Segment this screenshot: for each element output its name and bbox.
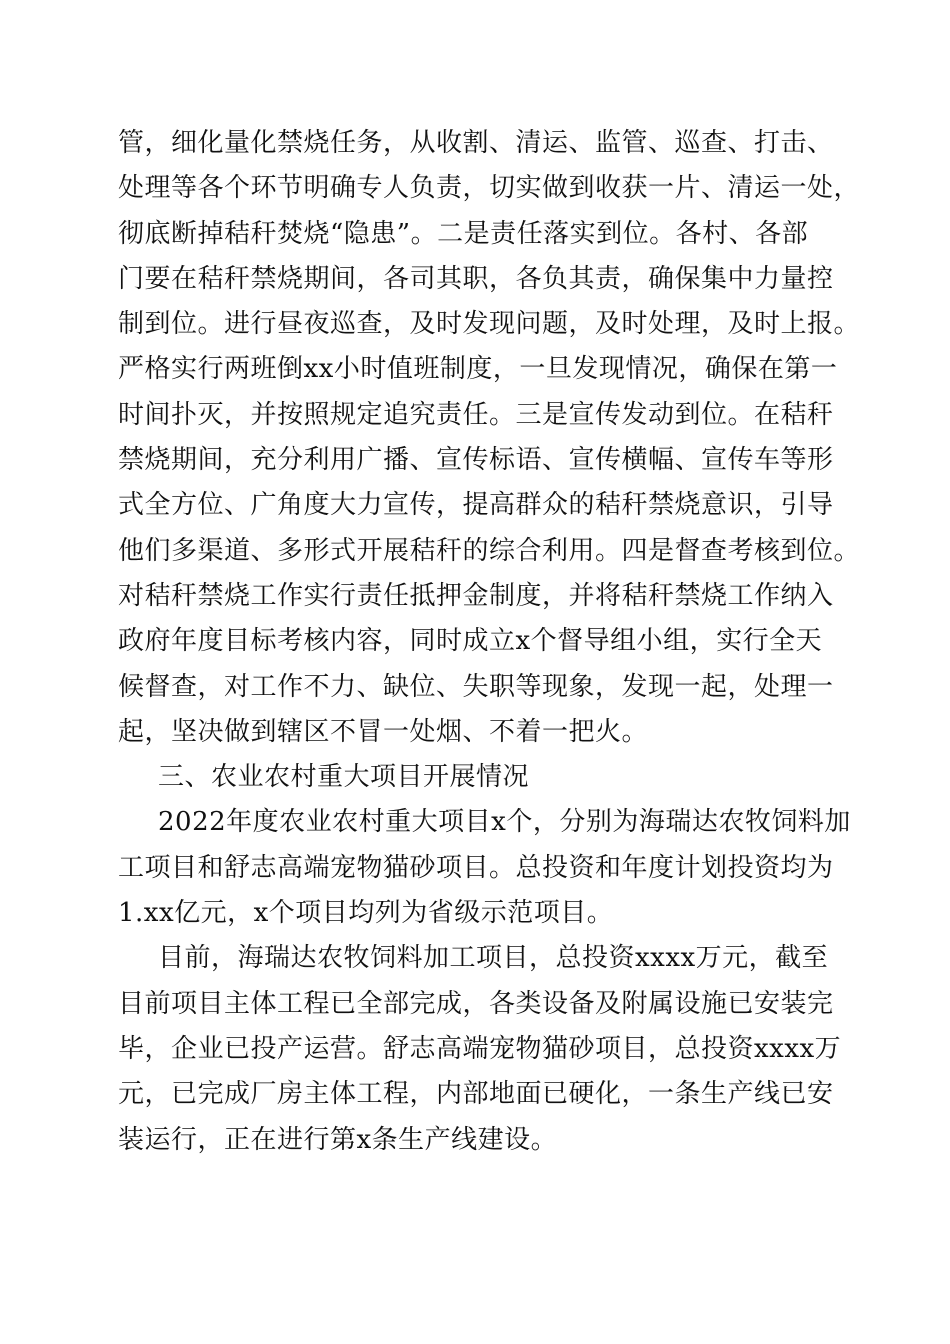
text-line: 管，细化量化禁烧任务，从收割、清运、监管、巡查、打击、 — [118, 128, 834, 158]
text-line: 目前项目主体工程已全部完成，各类设备及附属设施已安装完 — [118, 988, 834, 1019]
text-line: 对秸秆禁烧工作实行责任抵押金制度，并将秸秆禁烧工作纳入 — [118, 580, 834, 611]
document-body — [118, 121, 861, 1163]
text-line: 式全方位、广角度大力宣传，提高群众的秸秆禁烧意识，引导 — [118, 490, 834, 521]
text-line: 门要在秸秆禁烧期间，各司其职，各负其责，确保集中力量控 — [118, 263, 834, 294]
paragraph-major-projects — [118, 800, 851, 936]
text-line: 彻底断掉秸秆焚烧“隐患”。二是责任落实到位。各村、各部 — [118, 218, 809, 249]
text-line: 禁烧期间，充分利用广播、宣传标语、宣传横幅、宣传车等形 — [118, 445, 834, 476]
text-line: 目前，海瑞达农牧饲料加工项目，总投资xxxx万元，截至 — [158, 943, 829, 974]
text-line: 时间扑灭，并按照规定追究责任。三是宣传发动到位。在秸秆 — [118, 399, 834, 430]
section-heading: 三、农业农村重大项目开展情况 — [158, 762, 530, 793]
text-line: 制到位。进行昼夜巡查，及时发现问题，及时处理，及时上报。 — [118, 309, 861, 340]
text-line: 候督查，对工作不力、缺位、失职等现象，发现一起，处理一 — [118, 671, 834, 702]
paragraph-straw-burning — [118, 121, 861, 755]
text-line: 2022年度农业农村重大项目x个，分别为海瑞达农牧饲料加 — [158, 807, 851, 838]
text-line: 元，已完成厂房主体工程，内部地面已硬化，一条生产线已安 — [118, 1079, 834, 1110]
text-line: 装运行，正在进行第x条生产线建设。 — [118, 1124, 558, 1155]
text-line: 政府年度目标考核内容，同时成立x个督导组小组，实行全天 — [118, 626, 823, 657]
text-line: 起，坚决做到辖区不冒一处烟、不着一把火。 — [118, 716, 649, 747]
text-line: 严格实行两班倒xx小时值班制度，一旦发现情况，确保在第一 — [118, 354, 838, 385]
text-line: 1.xx亿元，x个项目均列为省级示范项目。 — [118, 898, 614, 929]
paragraph-project-progress — [118, 936, 842, 1162]
text-line: 工项目和舒志高端宠物猫砂项目。总投资和年度计划投资均为 — [118, 852, 834, 883]
text-line: 他们多渠道、多形式开展秸秆的综合利用。四是督查考核到位。 — [118, 535, 861, 566]
text-line: 处理等各个环节明确专人负责，切实做到收获一片、清运一处， — [118, 173, 861, 204]
text-line: 毕，企业已投产运营。舒志高端宠物猫砂项目，总投资xxxx万 — [118, 1033, 842, 1064]
